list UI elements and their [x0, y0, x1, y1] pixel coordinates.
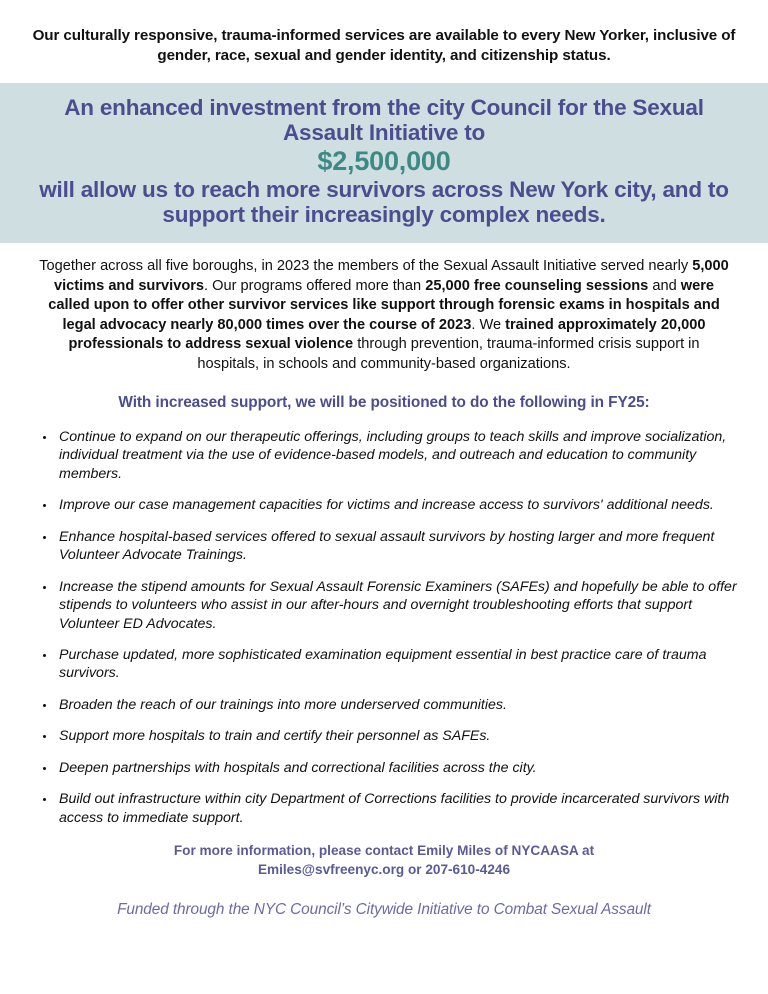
body-paragraph-segment: 25,000 free counseling sessions — [425, 277, 649, 294]
initiative-bullet-list — [0, 428, 768, 827]
list-item: Broaden the reach of our trainings into more underserved communities. — [42, 696, 740, 714]
body-paragraph-segment: . Our programs offered more than — [204, 277, 426, 294]
body-paragraph-segment: and — [648, 277, 681, 294]
body-paragraph-segment: were called upon to offer other survivor services like support through forensic exams in hospitals and legal advocacy nearly 80,000 times over the course of 2023 — [48, 277, 720, 333]
body-paragraph-segment: . We — [471, 316, 506, 333]
body-paragraph-segment: trained approximately 20,000 professionals to address sexual violence — [68, 316, 706, 353]
list-item: Improve our case management capacities for victims and increase access to survivors' additional needs. — [42, 496, 740, 514]
list-item: Deepen partnerships with hospitals and correctional facilities across the city. — [42, 759, 740, 777]
banner-line-2: will allow us to reach more survivors across New York city, and to support their increasingly complex needs. — [39, 177, 729, 228]
list-item: Purchase updated, more sophisticated examination equipment essential in best practice care of trauma survivors. — [42, 646, 740, 683]
list-item: Support more hospitals to train and certify their personnel as SAFEs. — [42, 727, 740, 745]
body-paragraph-segment: 5,000 victims and survivors — [53, 258, 729, 294]
footer-contact-line-1: For more information, please contact Emily Miles of NYCAASA at — [173, 843, 595, 859]
body-paragraph-segment: through prevention, trauma-informed crisis support in hospitals, in schools and community-based organizations. — [197, 336, 700, 372]
banner-amount: $2,500,000 — [317, 145, 451, 176]
footer-contact-line-2: Emiles@svfreenyc.org or 207-610-4246 — [257, 862, 511, 878]
list-item: Enhance hospital-based services offered to sexual assault survivors by hosting larger and more frequent Volunteer Advocate Trainings. — [42, 528, 740, 565]
highlight-banner — [0, 83, 768, 244]
list-item: Increase the stipend amounts for Sexual Assault Forensic Examiners (SAFEs) and hopefully be able to offer stipends to volunteers who assist in our after-hours and overnight troubleshooting efforts that support Volunteer ED Advocates. — [42, 578, 740, 633]
body-paragraph-segment: Together across all five boroughs, in 2023 the members of the Sexual Assault Initiative served nearly — [39, 258, 693, 275]
footer-funded-line: Funded through the NYC Council’s Citywide Initiative to Combat Sexual Assault — [117, 900, 651, 918]
footer-contact — [0, 841, 768, 880]
list-item: Continue to expand on our therapeutic offerings, including groups to teach skills and improve socialization, individual treatment via the use of evidence-based models, and outreach and education to community members. — [42, 428, 740, 483]
banner-line-1: An enhanced investment from the city Council for the Sexual Assault Initiative to — [64, 94, 704, 145]
list-item: Build out infrastructure within city Department of Corrections facilities to provide incarcerated survivors with access to immediate support. — [42, 790, 740, 827]
top-statement: Our culturally responsive, trauma-informed services are available to every New Yorker, inclusive of gender, race, sexual and gender identity, and citizenship status. — [32, 27, 736, 64]
body-paragraph — [0, 243, 768, 373]
section-subheading: With increased support, we will be positioned to do the following in FY25: — [118, 393, 650, 411]
